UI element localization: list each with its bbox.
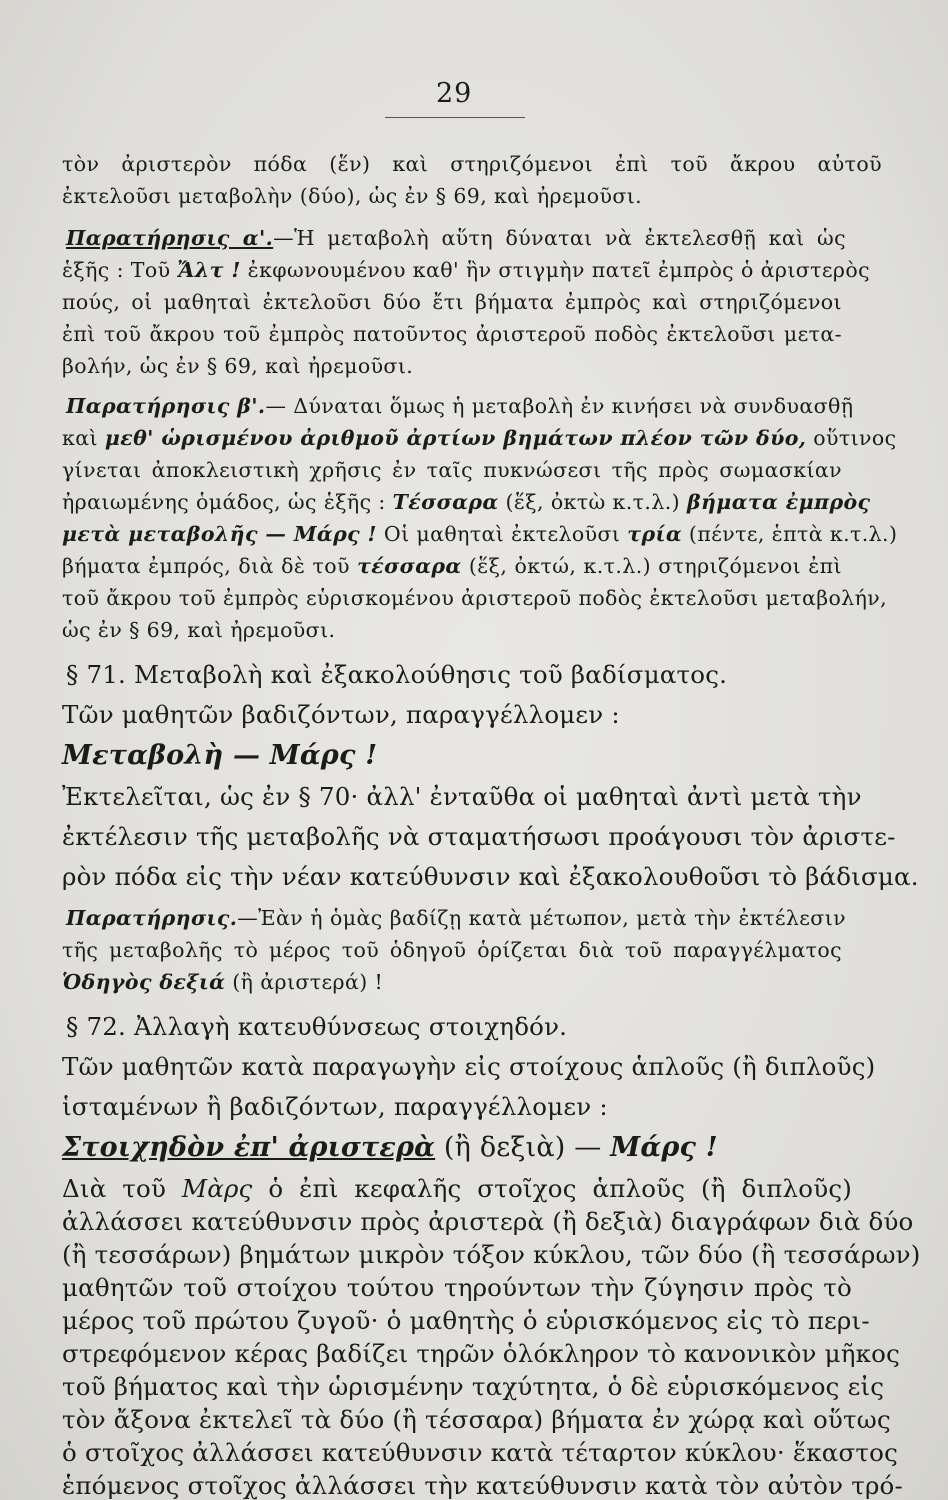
line-text: Τῶν μαθητῶν κατὰ παραγωγὴν εἰς στοίχους ἁπλοῦς (ἢ διπλοῦς) xyxy=(62,1052,876,1081)
line-text: τῆς μεταβολῆς τὸ μέρος τοῦ ὁδηγοῦ ὁρίζεται διὰ τοῦ παραγγέλματος xyxy=(62,938,842,962)
segment: (πέντε, ἑπτὰ κ.τ.λ.) xyxy=(682,522,898,546)
text-line xyxy=(62,458,842,482)
note-line xyxy=(66,394,854,418)
segment: ὁ ἐπὶ κεφαλῆς στοῖχος ἁπλοῦς (ἢ διπλοῦς) xyxy=(252,1174,853,1203)
command-text: τέσσαρα xyxy=(357,554,462,578)
text-line xyxy=(62,1438,899,1467)
line-text: ἐπὶ τοῦ ἄκρου τοῦ ἐμπρὸς πατοῦντος ἀριστεροῦ ποδὸς ἐκτελοῦσι μετα- xyxy=(62,322,842,346)
segment: (ἢ ἀριστερά) ! xyxy=(225,970,384,994)
text-line xyxy=(62,322,842,346)
command-text: τρία xyxy=(627,522,683,546)
segment: ἑξῆς : Τοῦ xyxy=(62,258,178,282)
line-text: ὁ στοῖχος ἀλλάσσει κατεύθυνσιν κατὰ τέταρτον κύκλου· ἕκαστος xyxy=(62,1438,899,1467)
segment: ἠραιωμένης ὁμάδος, ὡς ἑξῆς : xyxy=(62,490,393,514)
command-text: Ἄλτ ! xyxy=(177,258,241,282)
text-line xyxy=(62,782,862,811)
text-line xyxy=(62,1372,885,1401)
line-text: ἑπόμενος στοῖχος ἀλλάσσει τὴν κατεύθυνσιν κατὰ τὸν αὐτὸν τρό- xyxy=(62,1471,903,1500)
line-text xyxy=(62,554,842,578)
text-line xyxy=(62,1207,914,1236)
text-line xyxy=(62,1405,891,1434)
line-text: τὸν ἄξονα ἐκτελεῖ τὰ δύο (ἢ τέσσαρα) βήματα ἐν χώρᾳ καὶ οὕτως xyxy=(62,1405,891,1434)
text-line xyxy=(62,938,842,962)
line-text: μέρος τοῦ πρώτου ζυγοῦ· ὁ μαθητὴς ὁ εὑρισκόμενος εἰς τὸ περι- xyxy=(62,1306,870,1335)
line-text: τοῦ βήματος καὶ τὴν ὡρισμένην ταχύτητα, ὁ δὲ εὑρισκόμενος εἰς xyxy=(62,1372,885,1401)
command-heading: Μεταβολὴ — Μάρς ! xyxy=(62,740,378,771)
line-text: ἀλλάσσει κατεύθυνσιν πρὸς ἀριστερὰ (ἢ δεξιὰ) διαγράφων διὰ δύο xyxy=(62,1207,914,1236)
command-text: Στοιχηδὸν ἐπ' ἀριστερὰ xyxy=(62,1132,436,1163)
line-text: μαθητῶν τοῦ στοίχου τούτου τηρούντων τὴν ζύγησιν πρὸς τὸ xyxy=(62,1273,852,1302)
text-line xyxy=(62,1339,901,1368)
segment: Οἱ μαθηταὶ ἐκτελοῦσι xyxy=(376,522,628,546)
segment: (ἕξ, ὀκτὼ κ.τ.λ.) xyxy=(498,490,687,514)
segment: βήματα ἐμπρός, διὰ δὲ τοῦ xyxy=(62,554,358,578)
text-line xyxy=(62,426,897,450)
text-line: ὡς ἐν § 69, καὶ ἠρεμοῦσι. xyxy=(62,618,336,642)
text-line xyxy=(62,1174,852,1203)
line-text: (ἢ τεσσάρων) βημάτων μικρὸν τόξον κύκλου, τῶν δύο (ἢ τεσσάρων) xyxy=(62,1240,921,1269)
text-line: ρὸν πόδα εἰς τὴν νέαν κατεύθυνσιν καὶ ἐξακολουθοῦσι τὸ βάδισμα. xyxy=(62,862,919,891)
segment: καὶ xyxy=(62,426,105,450)
line-text: —Ἡ μεταβολὴ αὕτη δύναται νὰ ἐκτελεσθῇ καὶ ὡς xyxy=(273,226,846,250)
command-text: Μὰρς xyxy=(181,1174,253,1203)
line-text: —Ἐὰν ἡ ὁμὰς βαδίζῃ κατὰ μέτωπον, μετὰ τὴν ἐκτέλεσιν xyxy=(237,906,846,930)
text-line xyxy=(62,1471,903,1500)
line-text: πούς, οἱ μαθηταὶ ἐκτελοῦσι δύο ἔτι βήματα ἐμπρὸς καὶ στηριζόμενοι xyxy=(62,290,842,314)
segment: (ἕξ, ὀκτώ, κ.τ.λ.) στηριζόμενοι ἐπὶ xyxy=(461,554,842,578)
text-line xyxy=(62,152,882,176)
note-line xyxy=(66,226,846,250)
line-text xyxy=(62,258,871,282)
command-text: Τέσσαρα xyxy=(392,490,499,514)
note-label: Παρατήρησις β'. xyxy=(66,394,266,418)
line-text: τοῦ ἄκρου τοῦ ἐμπρὸς εὑρισκομένου ἀριστεροῦ ποδὸς ἐκτελοῦσι μεταβολήν, xyxy=(62,586,888,610)
text-line: Τῶν μαθητῶν βαδιζόντων, παραγγέλλομεν : xyxy=(62,700,620,729)
text-line xyxy=(62,586,888,610)
emphasis-text: μεθ' ὡρισμένου ἀριθμοῦ ἀρτίων βημάτων πλέον τῶν δύο, xyxy=(104,426,807,450)
note-label: Παρατήρησις α'. xyxy=(66,226,274,250)
text-line xyxy=(62,258,871,282)
command-text: μετὰ μεταβολῆς — Μάρς ! xyxy=(62,522,377,546)
line-text: γίνεται ἀποκλειστικὴ χρῆσις ἐν ταῖς πυκνώσεσι τῆς πρὸς σωμασκίαν xyxy=(62,458,842,482)
command-text: Μάρς ! xyxy=(610,1132,718,1163)
line-text xyxy=(62,426,897,450)
note-beta xyxy=(66,394,854,418)
header-rule xyxy=(385,117,525,118)
note-alpha xyxy=(66,226,846,250)
line-text: ἐκτέλεσιν τῆς μεταβολῆς νὰ σταματήσωσι προάγουσι τὸν ἀριστε- xyxy=(62,822,896,851)
text-line xyxy=(62,290,842,314)
text-line: βολήν, ὡς ἐν § 69, καὶ ἠρεμοῦσι. xyxy=(62,354,414,378)
text-line xyxy=(62,822,896,851)
text-line xyxy=(62,1052,876,1081)
text-line xyxy=(62,554,842,578)
note xyxy=(66,906,846,930)
segment: οὕτινος xyxy=(806,426,897,450)
text-line xyxy=(62,522,898,546)
text-line: ἐκτελοῦσι μεταβολὴν (δύο), ὡς ἐν § 69, καὶ ἠρεμοῦσι. xyxy=(62,184,643,208)
line-text xyxy=(62,1174,852,1203)
note-line xyxy=(66,906,846,930)
text-line xyxy=(62,970,383,994)
command-text: Ὁδηγὸς δεξιά xyxy=(62,970,226,994)
line-text: — Δύναται ὅμως ἡ μεταβολὴ ἐν κινήσει νὰ συνδυασθῇ xyxy=(265,394,854,418)
page-number: 29 xyxy=(436,78,473,109)
note-label: Παρατήρησις. xyxy=(66,906,238,930)
command-heading xyxy=(62,1132,718,1163)
line-text: Ἐκτελεῖται, ὡς ἐν § 70· ἀλλ' ἐνταῦθα οἱ μαθηταὶ ἀντὶ μετὰ τὴν xyxy=(62,782,862,811)
text-line xyxy=(62,1306,870,1335)
text-line xyxy=(62,490,871,514)
text-line xyxy=(62,1273,852,1302)
text-line: ἱσταμένων ἢ βαδιζόντων, παραγγέλλομεν : xyxy=(62,1092,608,1121)
command-text: βήματα ἐμπρὸς xyxy=(686,490,871,514)
line-text xyxy=(62,522,898,546)
line-text: τὸν ἀριστερὸν πόδα (ἕν) καὶ στηριζόμενοι ἐπὶ τοῦ ἄκρου αὐτοῦ xyxy=(62,152,882,176)
segment: (ἢ δεξιὰ) — xyxy=(435,1132,611,1163)
segment: ἐκφωνουμένου καθ' ἣν στιγμὴν πατεῖ ἐμπρὸς ὁ ἀριστερὸς xyxy=(240,258,871,282)
text-line xyxy=(62,1240,921,1269)
section-71-heading: § 71. Μεταβολὴ καὶ ἐξακολούθησις τοῦ βαδίσματος. xyxy=(66,660,728,689)
section-72-heading: § 72. Ἀλλαγὴ κατευθύνσεως στοιχηδόν. xyxy=(66,1012,568,1041)
line-text xyxy=(62,490,871,514)
segment: Διὰ τοῦ xyxy=(62,1174,182,1203)
line-text: στρεφόμενον κέρας βαδίζει τηρῶν ὁλόκληρον τὸ κανονικὸν μῆκος xyxy=(62,1339,901,1368)
